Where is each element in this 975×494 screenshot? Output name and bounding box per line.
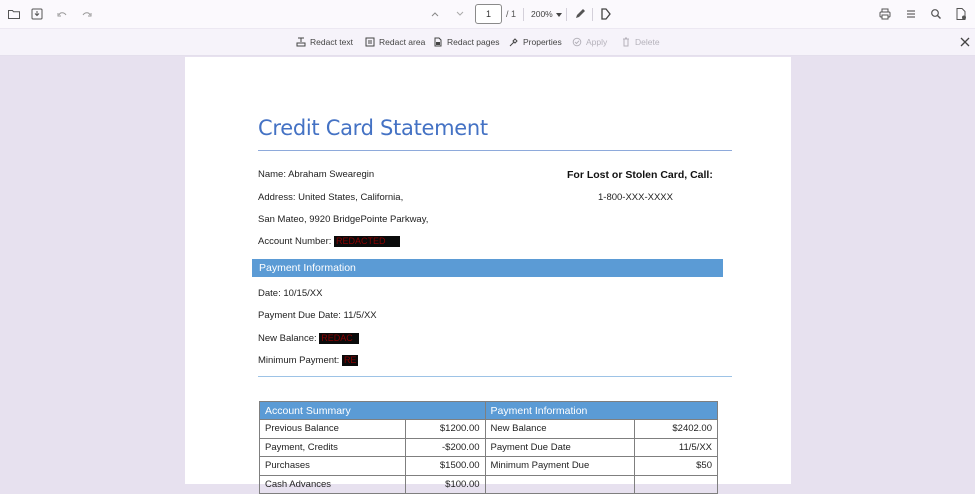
table-row xyxy=(260,475,718,494)
toolbar-divider xyxy=(566,8,567,21)
redact-pages-button[interactable] xyxy=(433,37,499,47)
lost-card-heading: For Lost or Stolen Card, Call: xyxy=(567,169,713,181)
apply-icon xyxy=(572,37,582,47)
lost-card-phone: 1-800-XXX-XXXX xyxy=(598,192,673,203)
panel-icon[interactable] xyxy=(904,7,918,21)
print-icon[interactable] xyxy=(878,7,892,21)
table-cell: $100.00 xyxy=(405,475,485,494)
redact-area-icon xyxy=(365,37,375,47)
next-page-icon[interactable] xyxy=(453,7,467,21)
table-cell xyxy=(635,475,718,494)
redact-area-button[interactable] xyxy=(365,37,425,47)
page-number-input[interactable]: 1 xyxy=(475,4,502,24)
table-cell: Payment, Credits xyxy=(260,438,406,457)
statement-date: Date: 10/15/XX xyxy=(258,288,323,299)
table-cell xyxy=(485,475,635,494)
zoom-dropdown[interactable] xyxy=(531,9,562,19)
redaction-mark[interactable]: REDAC xyxy=(319,333,359,344)
redact-area-label: Redact area xyxy=(379,37,426,47)
document-title: Credit Card Statement xyxy=(258,116,488,140)
close-redact-toolbar-button[interactable] xyxy=(958,35,972,49)
address-line-1: Address: United States, California, xyxy=(258,192,404,203)
table-cell: Purchases xyxy=(260,457,406,476)
table-cell: New Balance xyxy=(485,420,635,439)
table-cell: Previous Balance xyxy=(260,420,406,439)
account-number-label: Account Number: xyxy=(258,236,335,248)
customer-name: Name: Abraham Swearegin xyxy=(258,169,375,180)
title-divider xyxy=(258,150,732,151)
chevron-down-icon xyxy=(556,13,562,17)
table-cell: 11/5/XX xyxy=(635,438,718,457)
table-cell: -$200.00 xyxy=(405,438,485,457)
delete-button[interactable] xyxy=(621,37,660,47)
table-cell: Payment Due Date xyxy=(485,438,635,457)
table-header-row xyxy=(260,402,718,420)
search-icon[interactable] xyxy=(929,7,943,21)
account-summary-table xyxy=(259,401,718,494)
redo-icon[interactable] xyxy=(80,7,94,21)
address-line-2: San Mateo, 9920 BridgePointe Parkway, xyxy=(258,214,429,225)
redaction-mark[interactable]: REDACTED xyxy=(334,236,400,247)
table-header: Payment Information xyxy=(485,402,717,420)
delete-icon xyxy=(621,37,631,47)
table-cell: $2402.00 xyxy=(635,420,718,439)
annotation-pen-icon[interactable] xyxy=(573,7,587,21)
zoom-level: 200% xyxy=(531,9,553,19)
minimum-payment-label: Minimum Payment: xyxy=(258,355,342,367)
form-designer-icon[interactable] xyxy=(599,7,613,21)
table-cell: Minimum Payment Due xyxy=(485,457,635,476)
new-balance xyxy=(258,333,359,344)
main-toolbar xyxy=(0,0,975,29)
table-cell: $50 xyxy=(635,457,718,476)
table-row xyxy=(260,457,718,476)
apply-button[interactable] xyxy=(572,37,607,47)
folder-open-icon[interactable] xyxy=(7,7,21,21)
close-icon xyxy=(958,35,972,49)
redaction-mark[interactable]: RE xyxy=(343,355,357,365)
payment-info-band: Payment Information xyxy=(252,259,723,277)
table-cell: $1200.00 xyxy=(405,420,485,439)
properties-label: Properties xyxy=(523,37,562,47)
toolbar-divider xyxy=(523,8,524,21)
table-row xyxy=(260,438,718,457)
minimum-payment xyxy=(258,355,358,366)
redact-pages-icon xyxy=(433,37,443,47)
table-header: Account Summary xyxy=(260,402,486,420)
redact-text-label: Redact text xyxy=(310,37,353,47)
redact-text-icon xyxy=(296,37,306,47)
pdf-page xyxy=(185,57,791,490)
redact-text-button[interactable] xyxy=(296,37,353,47)
document-settings-icon[interactable] xyxy=(954,7,968,21)
previous-page-icon[interactable] xyxy=(428,7,442,21)
properties-button[interactable] xyxy=(509,37,562,47)
new-balance-label: New Balance: xyxy=(258,333,320,345)
table-cell: Cash Advances xyxy=(260,475,406,494)
table-cell: $1500.00 xyxy=(405,457,485,476)
section-divider xyxy=(258,376,732,377)
account-number xyxy=(258,236,400,247)
properties-icon xyxy=(509,37,519,47)
delete-label: Delete xyxy=(635,37,660,47)
save-icon[interactable] xyxy=(30,7,44,21)
payment-due-date: Payment Due Date: 11/5/XX xyxy=(258,310,377,321)
apply-label: Apply xyxy=(586,37,608,47)
toolbar-divider xyxy=(592,8,593,21)
undo-icon[interactable] xyxy=(55,7,69,21)
redact-pages-label: Redact pages xyxy=(447,37,500,47)
table-row xyxy=(260,420,718,439)
page-total: / 1 xyxy=(506,9,517,19)
